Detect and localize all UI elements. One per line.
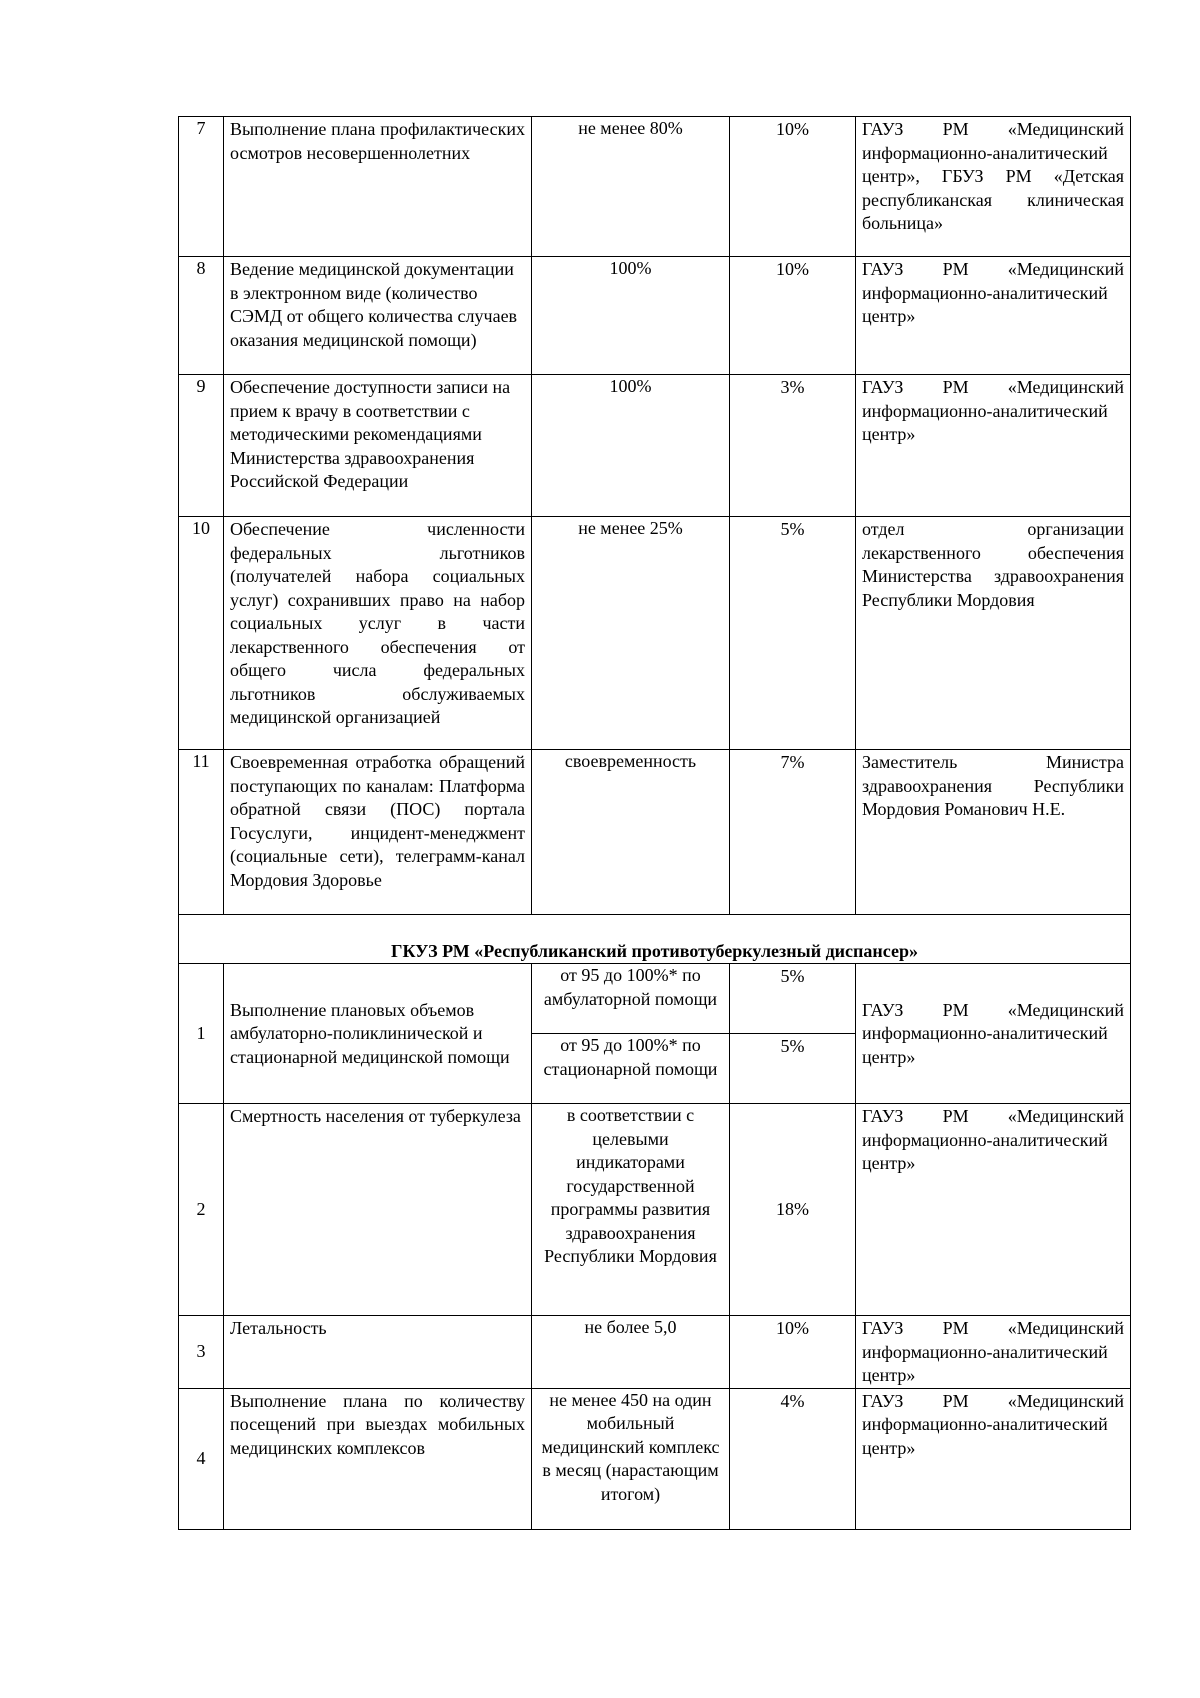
row-number: 3 (179, 1316, 224, 1389)
row-number: 11 (179, 750, 224, 915)
responsible-cell: ГАУЗ РМ «Медицинский информационно-аналитический центр» (856, 1316, 1131, 1389)
table-row (179, 257, 1131, 375)
target-cell: в соответствии с целевыми индикаторами государственной программы развития здравоохранения Республики Мордовия (532, 1104, 730, 1316)
indicator-cell: Выполнение плана профилактических осмотров несовершеннолетних (224, 117, 532, 257)
table-row (179, 964, 1131, 1034)
row-number: 9 (179, 375, 224, 517)
row-number: 8 (179, 257, 224, 375)
target-cell: не менее 80% (532, 117, 730, 257)
indicator-cell: Смертность населения от туберкулеза (224, 1104, 532, 1316)
table-row (179, 1104, 1131, 1316)
responsible-cell: Заместитель Министра здравоохранения Республики Мордовия Романович Н.Е. (856, 750, 1131, 915)
row-number: 7 (179, 117, 224, 257)
row-number: 1 (179, 964, 224, 1104)
responsible-cell: отдел организации лекарственного обеспечения Министерства здравоохранения Республики Мордовия (856, 517, 1131, 750)
weight-cell: 10% (730, 1316, 856, 1389)
target-cell: не более 5,0 (532, 1316, 730, 1389)
indicator-cell: Выполнение плана по количеству посещений при выездах мобильных медицинских комплексов (224, 1388, 532, 1529)
table-row (179, 1316, 1131, 1389)
weight-cell: 10% (730, 117, 856, 257)
responsible-cell: ГАУЗ РМ «Медицинский информационно-аналитический центр» (856, 375, 1131, 517)
indicator-cell: Своевременная отработка обращений поступающих по каналам: Платформа обратной связи (ПОС) портала Госуслуги, инцидент-менеджмент (социальные сети), телеграмм-канал Мордовия Здоровье (224, 750, 532, 915)
indicator-cell: Выполнение плановых объемов амбулаторно-поликлинической и стационарной медицинской помощи (224, 964, 532, 1104)
row-number: 10 (179, 517, 224, 750)
indicator-cell: Обеспечение численности федеральных льготников (получателей набора социальных услуг) сохранивших право на набор социальных услуг в части лекарственного обеспечения от общего числа федеральных льготников обслуживаемых медицинской организацией (224, 517, 532, 750)
row-number: 2 (179, 1104, 224, 1316)
weight-cell: 10% (730, 257, 856, 375)
weight-cell: 5% (730, 1034, 856, 1104)
target-cell: не менее 450 на один мобильный медицинский комплекс в месяц (нарастающим итогом) (532, 1388, 730, 1529)
target-cell: не менее 25% (532, 517, 730, 750)
table-row (179, 1388, 1131, 1529)
target-cell: от 95 до 100%* по стационарной помощи (532, 1034, 730, 1104)
table-row (179, 117, 1131, 257)
indicator-cell: Летальность (224, 1316, 532, 1389)
table-row (179, 375, 1131, 517)
indicators-table (178, 116, 1131, 1530)
document-page (178, 116, 1130, 1530)
section-header-row (179, 915, 1131, 964)
indicator-cell: Обеспечение доступности записи на прием к врачу в соответствии с методическими рекомендациями Министерства здравоохранения Российской Федерации (224, 375, 532, 517)
section-title: ГКУЗ РМ «Республиканский противотуберкулезный диспансер» (179, 915, 1131, 964)
table-row (179, 750, 1131, 915)
indicator-cell: Ведение медицинской документации в электронном виде (количество СЭМД от общего количества случаев оказания медицинской помощи) (224, 257, 532, 375)
weight-cell: 5% (730, 964, 856, 1034)
responsible-cell: ГАУЗ РМ «Медицинский информационно-аналитический центр» (856, 257, 1131, 375)
target-cell: 100% (532, 375, 730, 517)
responsible-cell: ГАУЗ РМ «Медицинский информационно-аналитический центр» (856, 964, 1131, 1104)
target-cell: своевременность (532, 750, 730, 915)
target-cell: 100% (532, 257, 730, 375)
table-row (179, 517, 1131, 750)
weight-cell: 5% (730, 517, 856, 750)
target-cell: от 95 до 100%* по амбулаторной помощи (532, 964, 730, 1034)
responsible-cell: ГАУЗ РМ «Медицинский информационно-аналитический центр», ГБУЗ РМ «Детская республиканская клиническая больница» (856, 117, 1131, 257)
weight-cell: 4% (730, 1388, 856, 1529)
row-number: 4 (179, 1388, 224, 1529)
weight-cell: 7% (730, 750, 856, 915)
weight-cell: 3% (730, 375, 856, 517)
responsible-cell: ГАУЗ РМ «Медицинский информационно-аналитический центр» (856, 1388, 1131, 1529)
weight-cell: 18% (730, 1104, 856, 1316)
responsible-cell: ГАУЗ РМ «Медицинский информационно-аналитический центр» (856, 1104, 1131, 1316)
